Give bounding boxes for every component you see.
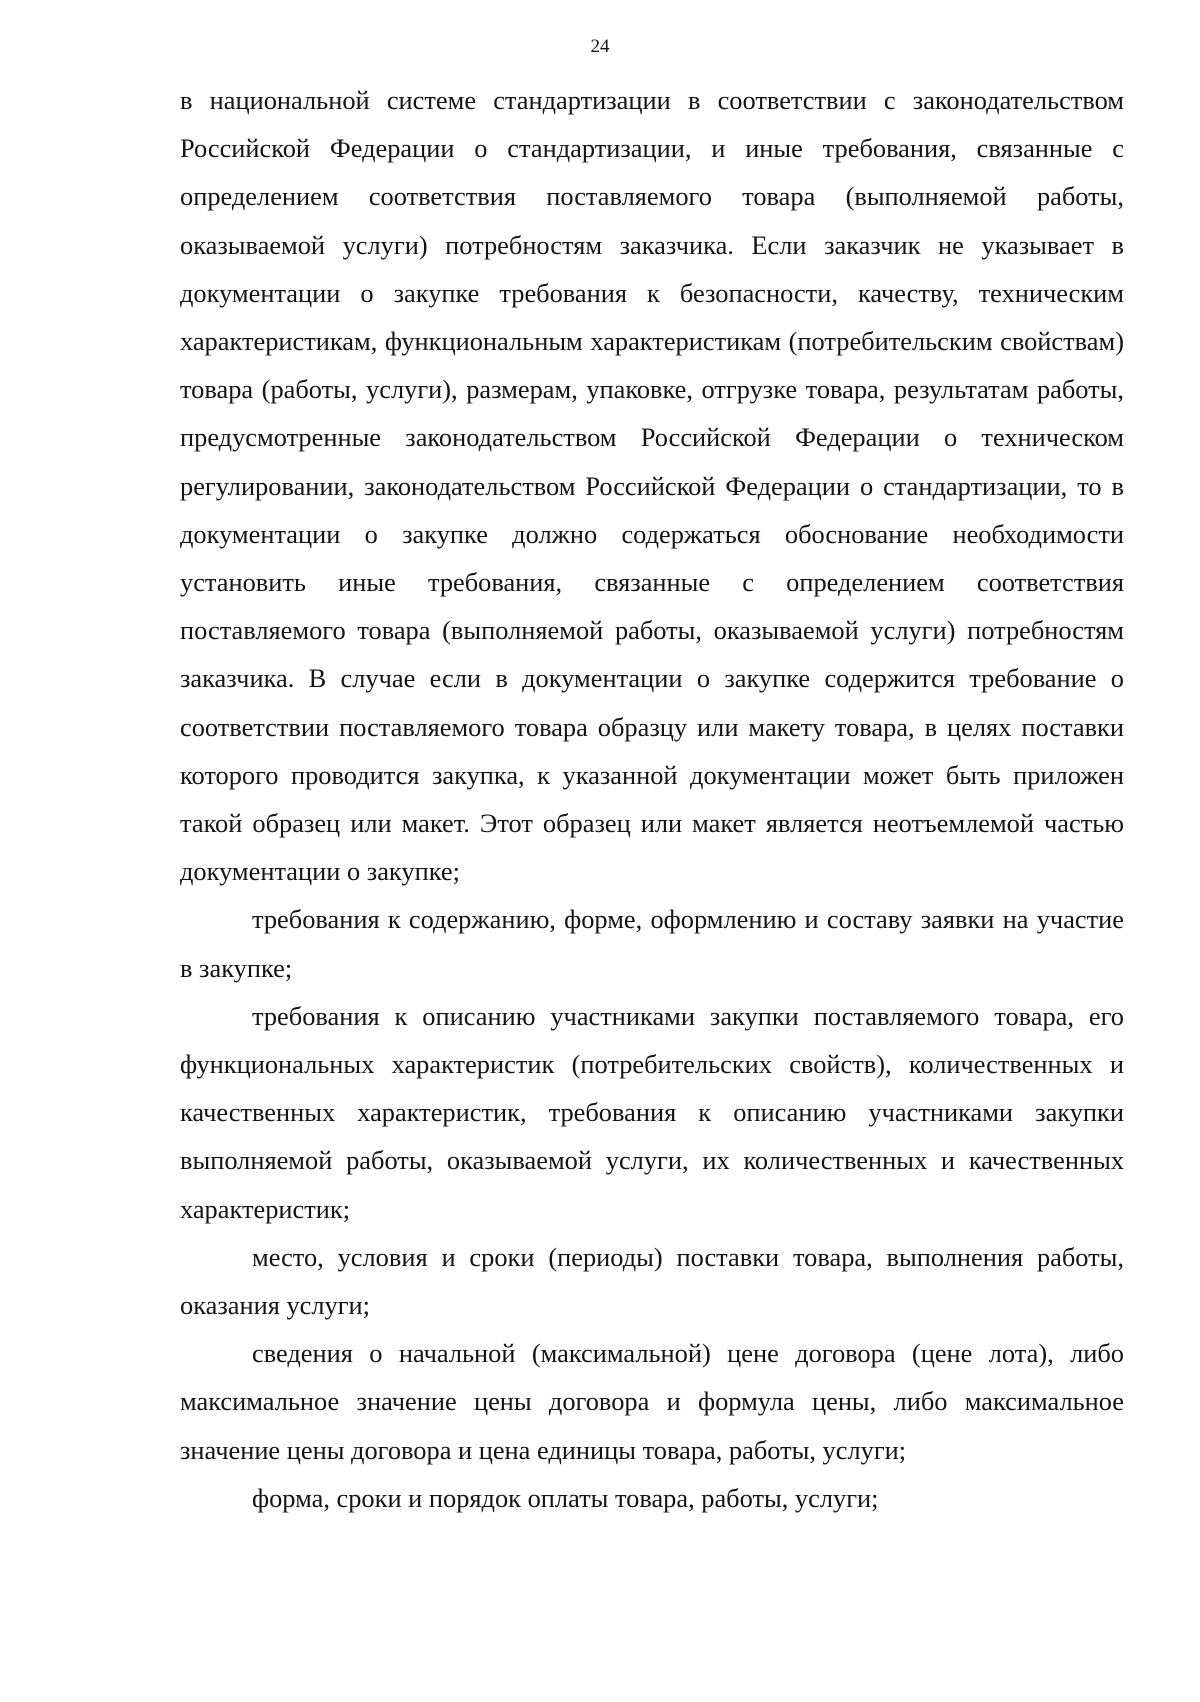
document-body [180, 76, 1124, 1522]
paragraph-continued: в национальной системе стандартизации в соответствии с законодательством Российской Федерации о стандартизации, и иные требования, связанные с определением соответствия поставляемого товара (выполняемой работы, оказываемой услуги) потребностям заказчика. Если заказчик не указывает в документации о закупке требования к безопасности, качеству, техническим характеристикам, функциональным характеристикам (потребительским свойствам) товара (работы, услуги), размерам, упаковке, отгрузке товара, результатам работы, предусмотренные законодательством Российской Федерации о техническом регулировании, законодательством Российской Федерации о стандартизации, то в документации о закупке должно содержаться обоснование необходимости установить иные требования, связанные с определением соответствия поставляемого товара (выполняемой работы, оказываемой услуги) потребностям заказчика. В случае если в документации о закупке содержится требование о соответствии поставляемого товара образцу или макету товара, в целях поставки которого проводится закупка, к указанной документации может быть приложен такой образец или макет. Этот образец или макет является неотъемлемой частью документации о закупке; [180, 85, 1124, 887]
paragraph-bid-requirements: требования к содержанию, форме, оформлению и составу заявки на участие в закупке; [180, 904, 1124, 983]
paragraph-price-info: сведения о начальной (максимальной) цене договора (цене лота), либо максимальное значение цены договора и формула цены, либо максимальное значение цены договора и цена единицы товара, работы, услуги; [180, 1338, 1124, 1465]
page-number: 24 [590, 36, 610, 57]
paragraph-description-requirements: требования к описанию участниками закупки поставляемого товара, его функциональных характеристик (потребительских свойств), количественных и качественных характеристик, требования к описанию участниками закупки выполняемой работы, оказываемой услуги, их количественных и качественных характеристик; [180, 1000, 1124, 1224]
paragraph-payment-terms: форма, сроки и порядок оплаты товара, работы, услуги; [252, 1482, 879, 1513]
paragraph-delivery-terms: место, условия и сроки (периоды) поставки товара, выполнения работы, оказания услуги; [180, 1241, 1124, 1321]
